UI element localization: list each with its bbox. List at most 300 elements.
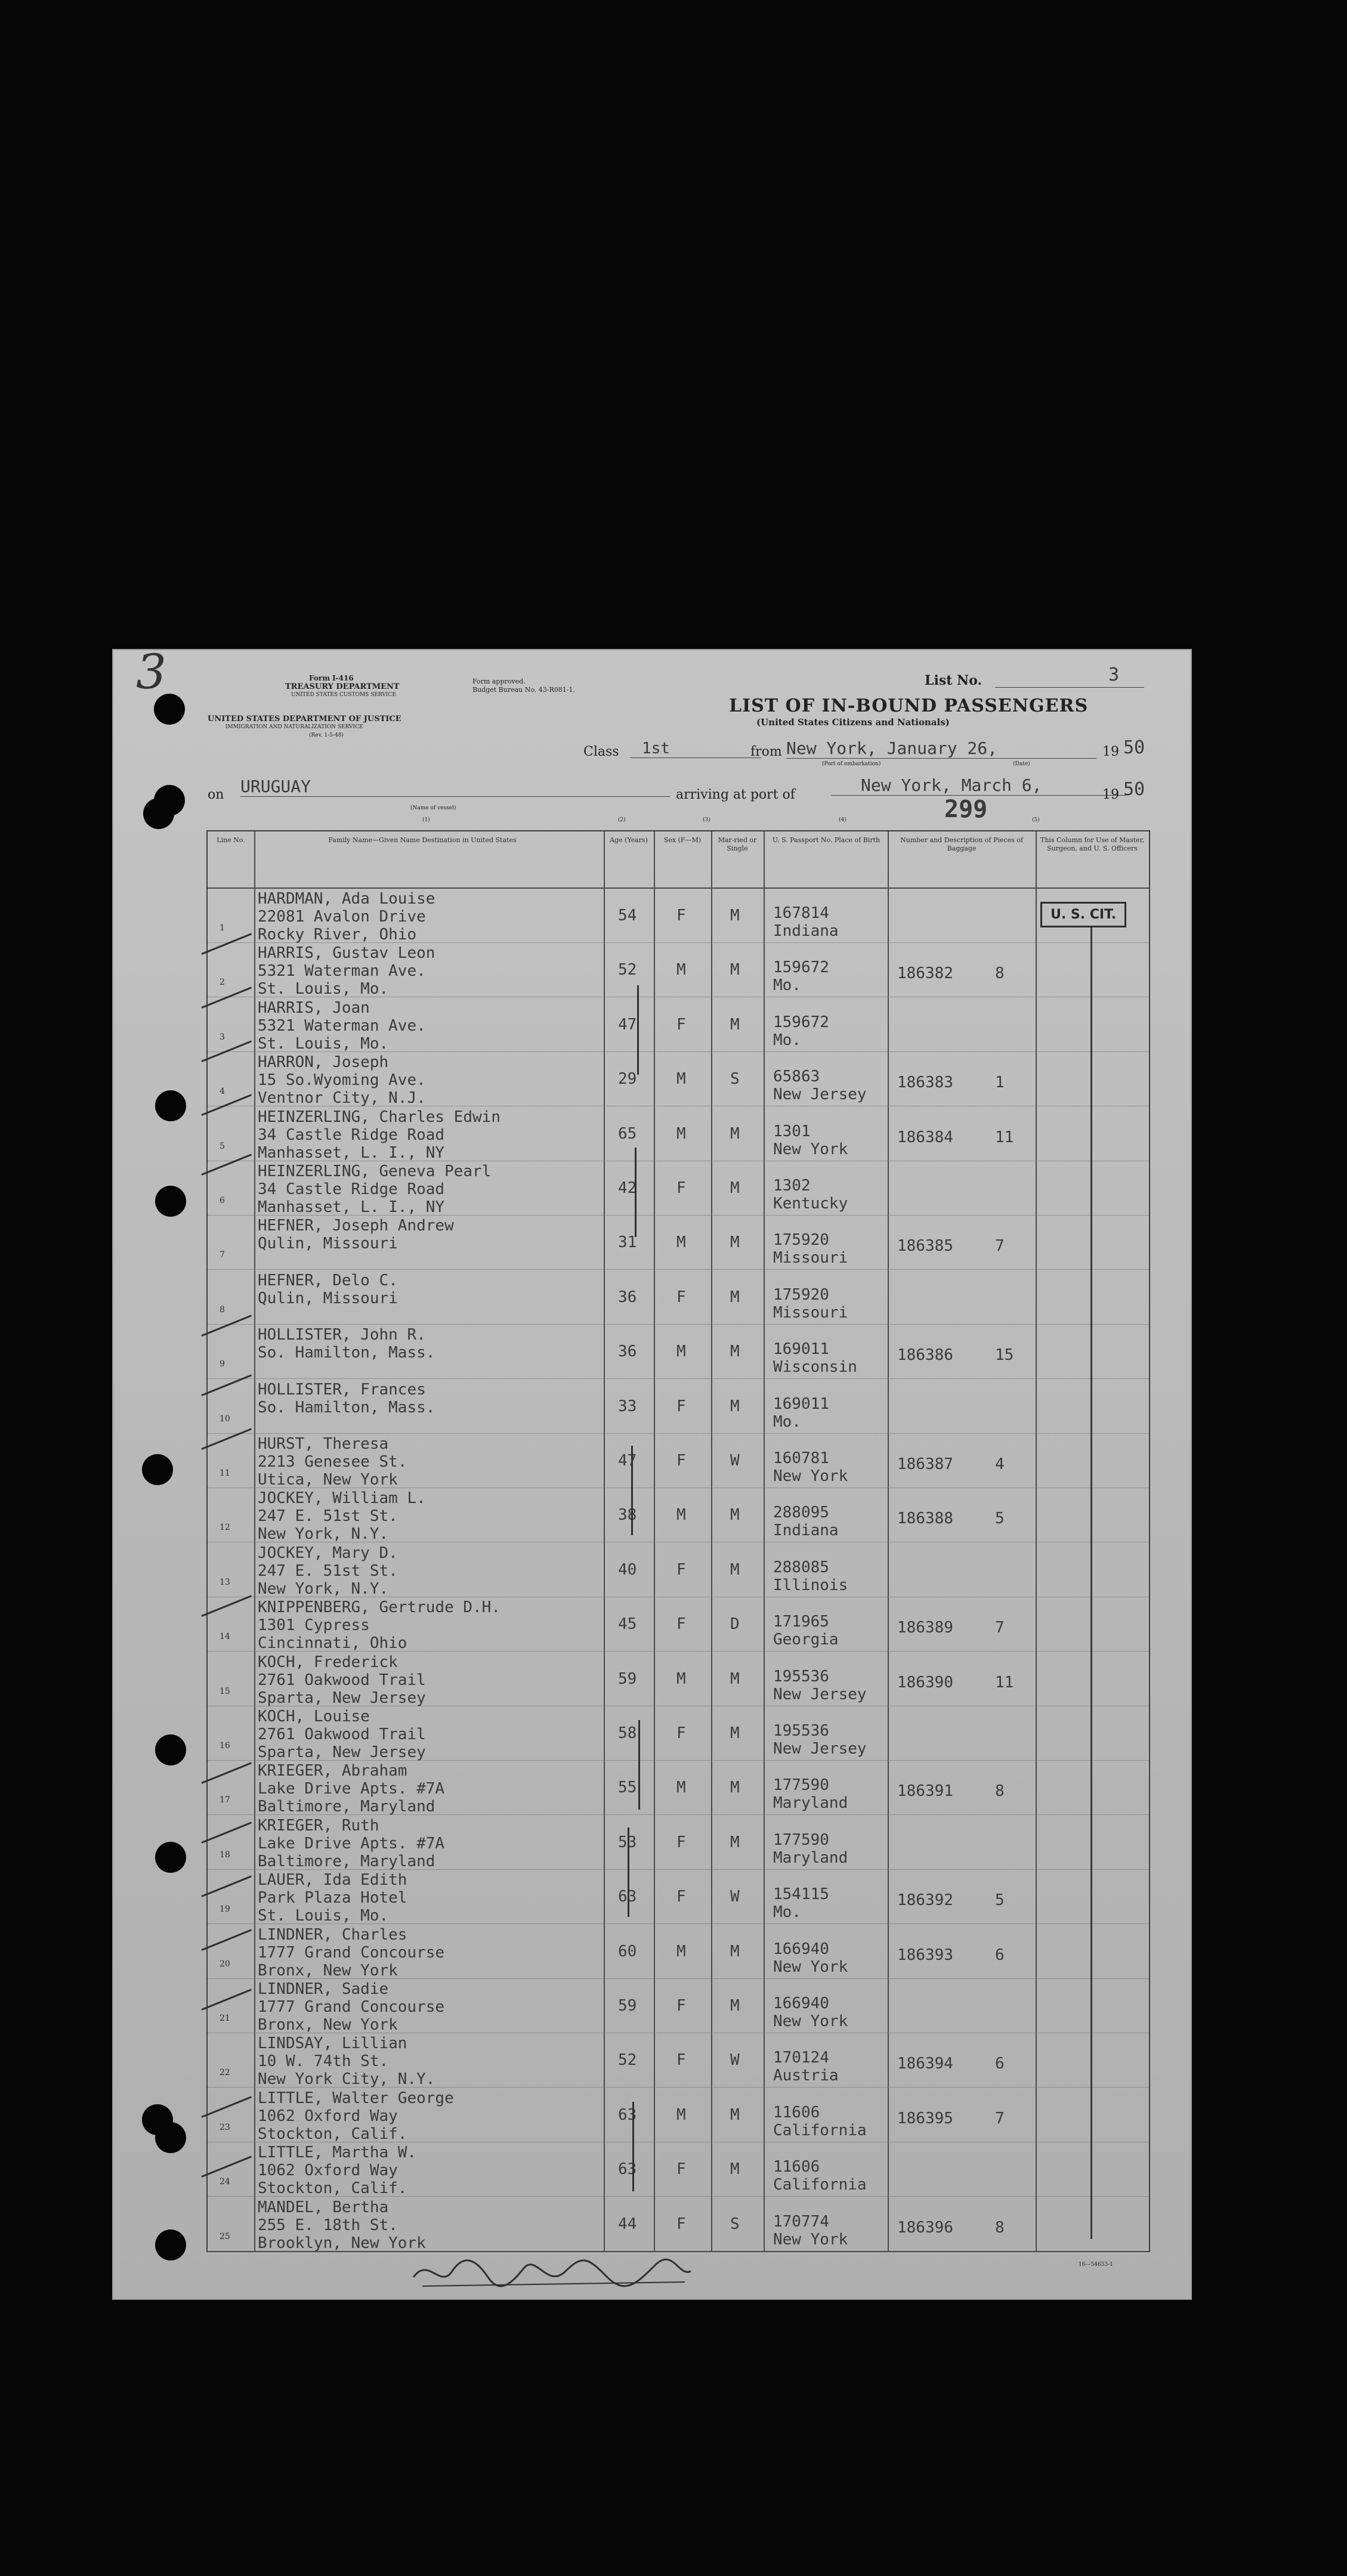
passport-number: 11606 <box>773 2103 820 2122</box>
age-value: 29 <box>618 1070 637 1088</box>
place-of-birth: Wisconsin <box>773 1358 857 1377</box>
col-num: (3) <box>703 817 710 823</box>
address-line-1: 34 Castle Ridge Road <box>258 1125 445 1144</box>
family-bracket <box>637 985 642 1075</box>
table-row <box>208 1925 1149 1979</box>
passport-number: 170124 <box>773 2049 829 2067</box>
line-number: 1 <box>220 923 225 933</box>
passport-number: 166940 <box>773 1940 829 1958</box>
age-value: 59 <box>618 1669 637 1688</box>
marital-status: S <box>730 2215 740 2233</box>
line-number: 16 <box>220 1741 230 1751</box>
passenger-name: HARRIS, Joan <box>258 998 370 1017</box>
header-age: Age (Years) <box>610 836 648 844</box>
marital-status: D <box>730 1615 740 1634</box>
line-number: 10 <box>220 1414 230 1424</box>
address-line-1: 1301 Cypress <box>258 1616 370 1635</box>
line-number: 24 <box>220 2177 230 2187</box>
punch-hole <box>155 2122 186 2153</box>
family-bracket <box>638 1720 644 1810</box>
passenger-name: HEINZERLING, Charles Edwin <box>258 1108 501 1126</box>
passport-number: 65863 <box>773 1068 820 1086</box>
address-line-2: St. Louis, Mo. <box>258 1907 389 1925</box>
baggage-pieces: 15 <box>995 1346 1014 1365</box>
passenger-name: LITTLE, Walter George <box>258 2089 454 2107</box>
passenger-name: KRIEGER, Ruth <box>258 1816 379 1835</box>
passenger-name: KOCH, Frederick <box>258 1653 398 1671</box>
passenger-name: KRIEGER, Abraham <box>258 1762 407 1780</box>
page-subtitle: (United States Citizens and Nationals) <box>756 717 950 728</box>
baggage-number: 186388 <box>897 1510 953 1528</box>
signature-scribble <box>410 2253 697 2295</box>
table-row <box>208 1706 1149 1761</box>
line-number: 3 <box>220 1032 225 1042</box>
place-of-birth: Kentucky <box>773 1195 848 1213</box>
col-num: (2) <box>618 817 626 823</box>
address-line-2: Utica, New York <box>258 1471 398 1489</box>
address-line-1: Lake Drive Apts. #7A <box>258 1780 445 1798</box>
col-num: (4) <box>839 817 846 823</box>
place-of-birth: New Jersey <box>773 1685 867 1703</box>
table-row <box>208 1380 1149 1434</box>
marital-status: W <box>730 2051 740 2070</box>
address-line-1: 22081 Avalon Drive <box>258 908 426 926</box>
header-passport: U. S. Passport No. Place of Birth <box>772 836 881 844</box>
place-of-birth: New York <box>773 2012 848 2030</box>
baggage-pieces: 8 <box>995 1782 1005 1801</box>
address-line-2: Sparta, New Jersey <box>258 1743 426 1761</box>
marital-status: M <box>730 1343 740 1361</box>
baggage-pieces: 11 <box>995 1673 1014 1691</box>
address-line-1: 15 So.Wyoming Ave. <box>258 1071 426 1090</box>
marital-status: M <box>730 1560 740 1579</box>
address-line-1: 247 E. 51st St. <box>258 1507 398 1526</box>
table-row <box>208 1325 1149 1379</box>
passport-number: 175920 <box>773 1285 829 1304</box>
baggage-number: 186385 <box>897 1237 953 1255</box>
table-row <box>208 1270 1149 1325</box>
marital-status: M <box>730 1997 740 2015</box>
address-line-1: 1062 Oxford Way <box>258 2107 398 2125</box>
baggage-number: 186387 <box>897 1455 953 1473</box>
place-of-birth: New Jersey <box>773 1086 867 1104</box>
sex-value: F <box>676 1560 686 1579</box>
baggage-number: 186389 <box>897 1619 953 1637</box>
marital-status: M <box>730 1724 740 1742</box>
passenger-name: HURST, Theresa <box>258 1435 389 1453</box>
address-line-1: 2761 Oakwood Trail <box>258 1671 426 1689</box>
line-number: 11 <box>220 1468 230 1478</box>
age-value: 63 <box>618 1888 637 1906</box>
table-row <box>208 1870 1149 1924</box>
marital-status: M <box>730 2105 740 2124</box>
address-line-1: So. Hamilton, Mass. <box>258 1398 435 1417</box>
place-of-birth: New York <box>773 1467 848 1485</box>
line-number: 23 <box>220 2122 230 2132</box>
address-line-1: Qulin, Missouri <box>258 1235 398 1253</box>
place-of-birth: New Jersey <box>773 1740 867 1758</box>
age-value: 45 <box>618 1615 637 1634</box>
passport-number: 175920 <box>773 1231 829 1250</box>
table-row <box>208 1052 1149 1106</box>
age-value: 65 <box>618 1124 637 1143</box>
table-row <box>208 2033 1149 2088</box>
marital-status: M <box>730 907 740 924</box>
punch-hole <box>155 1186 186 1217</box>
age-value: 36 <box>618 1343 637 1361</box>
address-line-2: New York, N.Y. <box>258 1525 389 1544</box>
passport-number: 11606 <box>773 2158 820 2176</box>
age-value: 63 <box>618 2105 637 2124</box>
sex-value: F <box>676 907 686 924</box>
sex-value: M <box>676 1942 686 1960</box>
address-line-2: Cincinnati, Ohio <box>258 1634 407 1653</box>
table-row <box>208 1107 1149 1161</box>
table-row <box>208 1434 1149 1488</box>
baggage-pieces: 7 <box>995 1237 1005 1255</box>
passenger-name: HARDMAN, Ada Louise <box>258 890 435 908</box>
age-value: 44 <box>618 2215 637 2233</box>
sex-value: F <box>676 2215 686 2233</box>
sex-value: M <box>676 1669 686 1688</box>
age-value: 52 <box>618 2051 637 2070</box>
baggage-pieces: 5 <box>995 1510 1005 1528</box>
list-no-label: List No. <box>925 673 983 688</box>
baggage-pieces: 7 <box>995 1619 1005 1637</box>
age-value: 47 <box>618 1452 637 1470</box>
line-number: 12 <box>220 1523 230 1533</box>
table-row <box>208 2088 1149 2142</box>
place-of-birth: Maryland <box>773 1794 848 1813</box>
marital-status: M <box>730 1779 740 1797</box>
arrive-year: 50 <box>1123 779 1145 800</box>
line-number: 7 <box>220 1250 225 1260</box>
baggage-pieces: 4 <box>995 1455 1005 1473</box>
place-of-birth: Mo. <box>773 1412 801 1431</box>
ins-service: IMMIGRATION AND NATURALIZATION SERVICE <box>225 724 363 730</box>
punch-hole <box>154 785 185 816</box>
table-row <box>208 2142 1149 2197</box>
line-number: 2 <box>220 978 225 988</box>
passport-number: 288095 <box>773 1504 829 1522</box>
passenger-name: MANDEL, Bertha <box>258 2198 389 2216</box>
address-line-1: 1777 Grand Concourse <box>258 1998 445 2016</box>
age-value: 31 <box>618 1233 637 1252</box>
line-number: 15 <box>220 1686 230 1696</box>
passenger-name: LAUER, Ida Edith <box>258 1871 407 1890</box>
passenger-name: HARRIS, Gustav Leon <box>258 944 435 963</box>
header-married: Mar-ried or Single <box>718 836 757 852</box>
address-line-2: New York, N.Y. <box>258 1579 389 1598</box>
address-line-1: 2761 Oakwood Trail <box>258 1725 426 1743</box>
vessel-caption: (Name of vessel) <box>410 805 456 811</box>
line-number: 8 <box>220 1304 225 1315</box>
passport-number: 195536 <box>773 1722 829 1740</box>
baggage-number: 186392 <box>897 1891 953 1910</box>
place-of-birth: New York <box>773 2230 848 2249</box>
place-of-birth: California <box>773 2176 867 2194</box>
passenger-name: HEFNER, Delo C. <box>258 1271 398 1289</box>
address-line-2: New York City, N.Y. <box>258 2070 435 2089</box>
table-row <box>208 943 1149 997</box>
passport-number: 177590 <box>773 1830 829 1849</box>
line-number: 13 <box>220 1577 230 1587</box>
table-row <box>208 998 1149 1052</box>
address-line-2: Baltimore, Maryland <box>258 1852 435 1870</box>
treasury-dept: TREASURY DEPARTMENT <box>285 682 400 691</box>
age-value: 53 <box>618 1833 637 1851</box>
marital-status: M <box>730 1124 740 1143</box>
table-row <box>208 1761 1149 1815</box>
age-value: 59 <box>618 1997 637 2015</box>
table-row <box>208 1216 1149 1270</box>
from-value: New York, January 26, <box>786 738 1096 759</box>
passenger-name: HARRON, Joseph <box>258 1053 389 1072</box>
customs-service: UNITED STATES CUSTOMS SERVICE <box>291 692 396 698</box>
line-number: 4 <box>220 1087 225 1097</box>
line-number: 14 <box>220 1632 230 1642</box>
marital-status: M <box>730 1833 740 1851</box>
officer-column-line <box>1090 927 1092 2239</box>
age-value: 36 <box>618 1288 637 1306</box>
baggage-pieces: 6 <box>995 1946 1005 1964</box>
line-number: 5 <box>220 1141 225 1151</box>
port-embark-caption: (Port of embarkation) <box>822 761 881 767</box>
address-line-1: 5321 Waterman Ave. <box>258 1016 426 1035</box>
punch-hole <box>155 1734 186 1765</box>
list-no-line <box>995 687 1144 688</box>
passport-number: 160781 <box>773 1449 829 1467</box>
address-line-2: Ventnor City, N.J. <box>258 1089 426 1108</box>
age-value: 55 <box>618 1779 637 1797</box>
marital-status: W <box>730 1888 740 1906</box>
passport-number: 171965 <box>773 1613 829 1631</box>
passenger-name: HEFNER, Joseph Andrew <box>258 1217 454 1235</box>
place-of-birth: New York <box>773 1957 848 1976</box>
passport-number: 159672 <box>773 1013 829 1031</box>
age-value: 47 <box>618 1015 637 1034</box>
place-of-birth: Missouri <box>773 1249 848 1267</box>
budget-bureau: Budget Bureau No. 43-R081-1. <box>472 686 576 694</box>
header-officers: This Column for Use of Master, Surgeon, and U. S. Officers <box>1040 836 1145 852</box>
col-num: (1) <box>422 817 430 823</box>
place-of-birth: Mo. <box>773 1031 801 1049</box>
address-line-1: 255 E. 18th St. <box>258 2216 398 2234</box>
passport-number: 154115 <box>773 1885 829 1904</box>
header-sex: Sex (F—M) <box>663 836 702 844</box>
baggage-number: 186390 <box>897 1673 953 1691</box>
marital-status: M <box>730 1179 740 1197</box>
marital-status: M <box>730 2160 740 2179</box>
address-line-1: 247 E. 51st St. <box>258 1561 398 1580</box>
table-row <box>208 1652 1149 1706</box>
sex-value: M <box>676 1343 686 1361</box>
family-bracket <box>631 1446 637 1535</box>
arriving-label: arriving at port of <box>676 787 795 802</box>
address-line-2: Stockton, Calif. <box>258 2179 407 2198</box>
us-citizen-stamp: U. S. CIT. <box>1040 902 1126 927</box>
family-bracket <box>635 1148 640 1237</box>
punch-hole <box>142 1454 173 1485</box>
header-baggage: Number and Description of Pieces of Baggage <box>900 836 1023 852</box>
marital-status: M <box>730 961 740 979</box>
baggage-pieces: 7 <box>995 2109 1005 2127</box>
address-line-1: 1777 Grand Concourse <box>258 1943 445 1962</box>
date-caption: (Date) <box>1013 761 1030 767</box>
line-number: 22 <box>220 2068 230 2078</box>
baggage-number: 186383 <box>897 1074 953 1092</box>
address-line-2: Rocky River, Ohio <box>258 926 417 944</box>
header-line-no: Line No. <box>217 836 245 844</box>
baggage-pieces: 1 <box>995 1074 1005 1092</box>
passport-number: 1302 <box>773 1177 811 1195</box>
sex-value: M <box>676 961 686 979</box>
passport-number: 1301 <box>773 1122 811 1140</box>
sex-value: F <box>676 2160 686 2179</box>
table-row <box>208 2197 1149 2252</box>
from-label: from <box>750 744 782 759</box>
sex-value: M <box>676 1070 686 1088</box>
line-number: 21 <box>220 2014 230 2023</box>
passenger-name: LINDNER, Sadie <box>258 1980 389 1998</box>
passenger-name: JOCKEY, William L. <box>258 1489 426 1508</box>
line-number: 17 <box>220 1795 230 1805</box>
place-of-birth: Austria <box>773 2067 839 2085</box>
sex-value: F <box>676 1833 686 1851</box>
passenger-name: HOLLISTER, Frances <box>258 1380 426 1399</box>
from-year: 50 <box>1123 737 1145 758</box>
address-line-1: Park Plaza Hotel <box>258 1889 407 1907</box>
age-value: 52 <box>618 961 637 979</box>
marital-status: S <box>730 1070 740 1088</box>
sex-value: M <box>676 1506 686 1524</box>
table-row <box>208 1597 1149 1652</box>
address-line-2: Bronx, New York <box>258 1961 398 1980</box>
marital-status: M <box>730 1288 740 1306</box>
place-of-birth: Mo. <box>773 1903 801 1922</box>
passenger-name: KOCH, Louise <box>258 1708 370 1725</box>
address-line-2: Sparta, New Jersey <box>258 1689 426 1707</box>
baggage-number: 186382 <box>897 964 953 983</box>
place-of-birth: Indiana <box>773 1522 839 1540</box>
baggage-number: 186391 <box>897 1782 953 1801</box>
sex-value: F <box>676 1997 686 2015</box>
header-name: Family Name—Given Name Destination in United States <box>328 836 517 844</box>
marital-status: M <box>730 1015 740 1034</box>
baggage-number: 186394 <box>897 2055 953 2073</box>
sex-value: M <box>676 2105 686 2124</box>
address-line-1: Lake Drive Apts. #7A <box>258 1834 445 1853</box>
table-row <box>208 1543 1149 1597</box>
passenger-name: HEINZERLING, Geneva Pearl <box>258 1162 492 1180</box>
address-line-1: 34 Castle Ridge Road <box>258 1180 445 1198</box>
baggage-pieces: 6 <box>995 2055 1005 2073</box>
baggage-pieces: 5 <box>995 1891 1005 1910</box>
age-value: 42 <box>618 1179 637 1197</box>
line-number: 19 <box>220 1904 230 1915</box>
pier-number: 299 <box>944 796 988 823</box>
marital-status: M <box>730 1942 740 1960</box>
passport-number: 159672 <box>773 958 829 977</box>
passenger-name: LINDNER, Charles <box>258 1925 407 1944</box>
line-number: 20 <box>220 1959 230 1969</box>
family-bracket <box>632 2102 638 2191</box>
address-line-2: Brooklyn, New York <box>258 2234 426 2252</box>
passport-number: 170774 <box>773 2212 829 2231</box>
baggage-number: 186384 <box>897 1128 953 1146</box>
passport-number: 195536 <box>773 1667 829 1686</box>
age-value: 33 <box>618 1397 637 1415</box>
table-row <box>208 1488 1149 1542</box>
page-title: LIST OF IN-BOUND PASSENGERS <box>729 695 1089 716</box>
marital-status: M <box>730 1397 740 1415</box>
address-line-1: 10 W. 74th St. <box>258 2052 389 2071</box>
line-number: 18 <box>220 1850 230 1860</box>
place-of-birth: Mo. <box>773 976 801 995</box>
sex-value: F <box>676 2051 686 2070</box>
marital-status: M <box>730 1233 740 1252</box>
age-value: 58 <box>618 1724 637 1742</box>
table-row <box>208 1816 1149 1870</box>
passport-number: 177590 <box>773 1776 829 1795</box>
sex-value: F <box>676 1179 686 1197</box>
from-year-prefix: 19 <box>1102 744 1119 759</box>
age-value: 54 <box>618 907 637 924</box>
passenger-name: KNIPPENBERG, Gertrude D.H. <box>258 1598 501 1617</box>
marital-status: M <box>730 1506 740 1524</box>
family-bracket <box>628 1827 633 1917</box>
passport-number: 288085 <box>773 1558 829 1576</box>
justice-dept: UNITED STATES DEPARTMENT OF JUSTICE <box>208 715 401 723</box>
address-line-2: St. Louis, Mo. <box>258 980 389 998</box>
passport-number: 167814 <box>773 904 829 922</box>
punch-hole <box>155 2229 186 2260</box>
footer-code: 16—54653-1 <box>1079 2262 1113 2268</box>
place-of-birth: California <box>773 2121 867 2139</box>
address-line-2: Manhasset, L. I., NY <box>258 1143 445 1162</box>
passport-number: 166940 <box>773 1994 829 2012</box>
sex-value: F <box>676 1397 686 1415</box>
age-value: 38 <box>618 1506 637 1524</box>
corner-mark: 3 <box>136 644 166 700</box>
place-of-birth: Missouri <box>773 1303 848 1322</box>
manifest-page <box>112 644 1192 2300</box>
sex-value: M <box>676 1124 686 1143</box>
line-number: 25 <box>220 2231 230 2241</box>
line-number: 9 <box>220 1359 225 1369</box>
punch-hole <box>155 1842 186 1873</box>
sex-value: F <box>676 1724 686 1742</box>
place-of-birth: Georgia <box>773 1631 839 1649</box>
place-of-birth: New York <box>773 1140 848 1158</box>
address-line-1: So. Hamilton, Mass. <box>258 1344 435 1362</box>
passenger-name: LINDSAY, Lillian <box>258 2034 407 2053</box>
form-revision: (Rev. 1-5-48) <box>309 732 344 738</box>
passenger-name: JOCKEY, Mary D. <box>258 1544 398 1562</box>
address-line-2: Baltimore, Maryland <box>258 1798 435 1816</box>
sex-value: M <box>676 1233 686 1252</box>
age-value: 63 <box>618 2160 637 2179</box>
address-line-1: 5321 Waterman Ave. <box>258 962 426 981</box>
class-label: Class <box>583 744 619 759</box>
table-row <box>208 1161 1149 1216</box>
baggage-pieces: 8 <box>995 2218 1005 2237</box>
vessel-name: URUGUAY <box>240 777 670 797</box>
baggage-number: 186395 <box>897 2109 953 2127</box>
passport-number: 169011 <box>773 1394 829 1413</box>
place-of-birth: Indiana <box>773 922 839 940</box>
sex-value: F <box>676 1288 686 1306</box>
